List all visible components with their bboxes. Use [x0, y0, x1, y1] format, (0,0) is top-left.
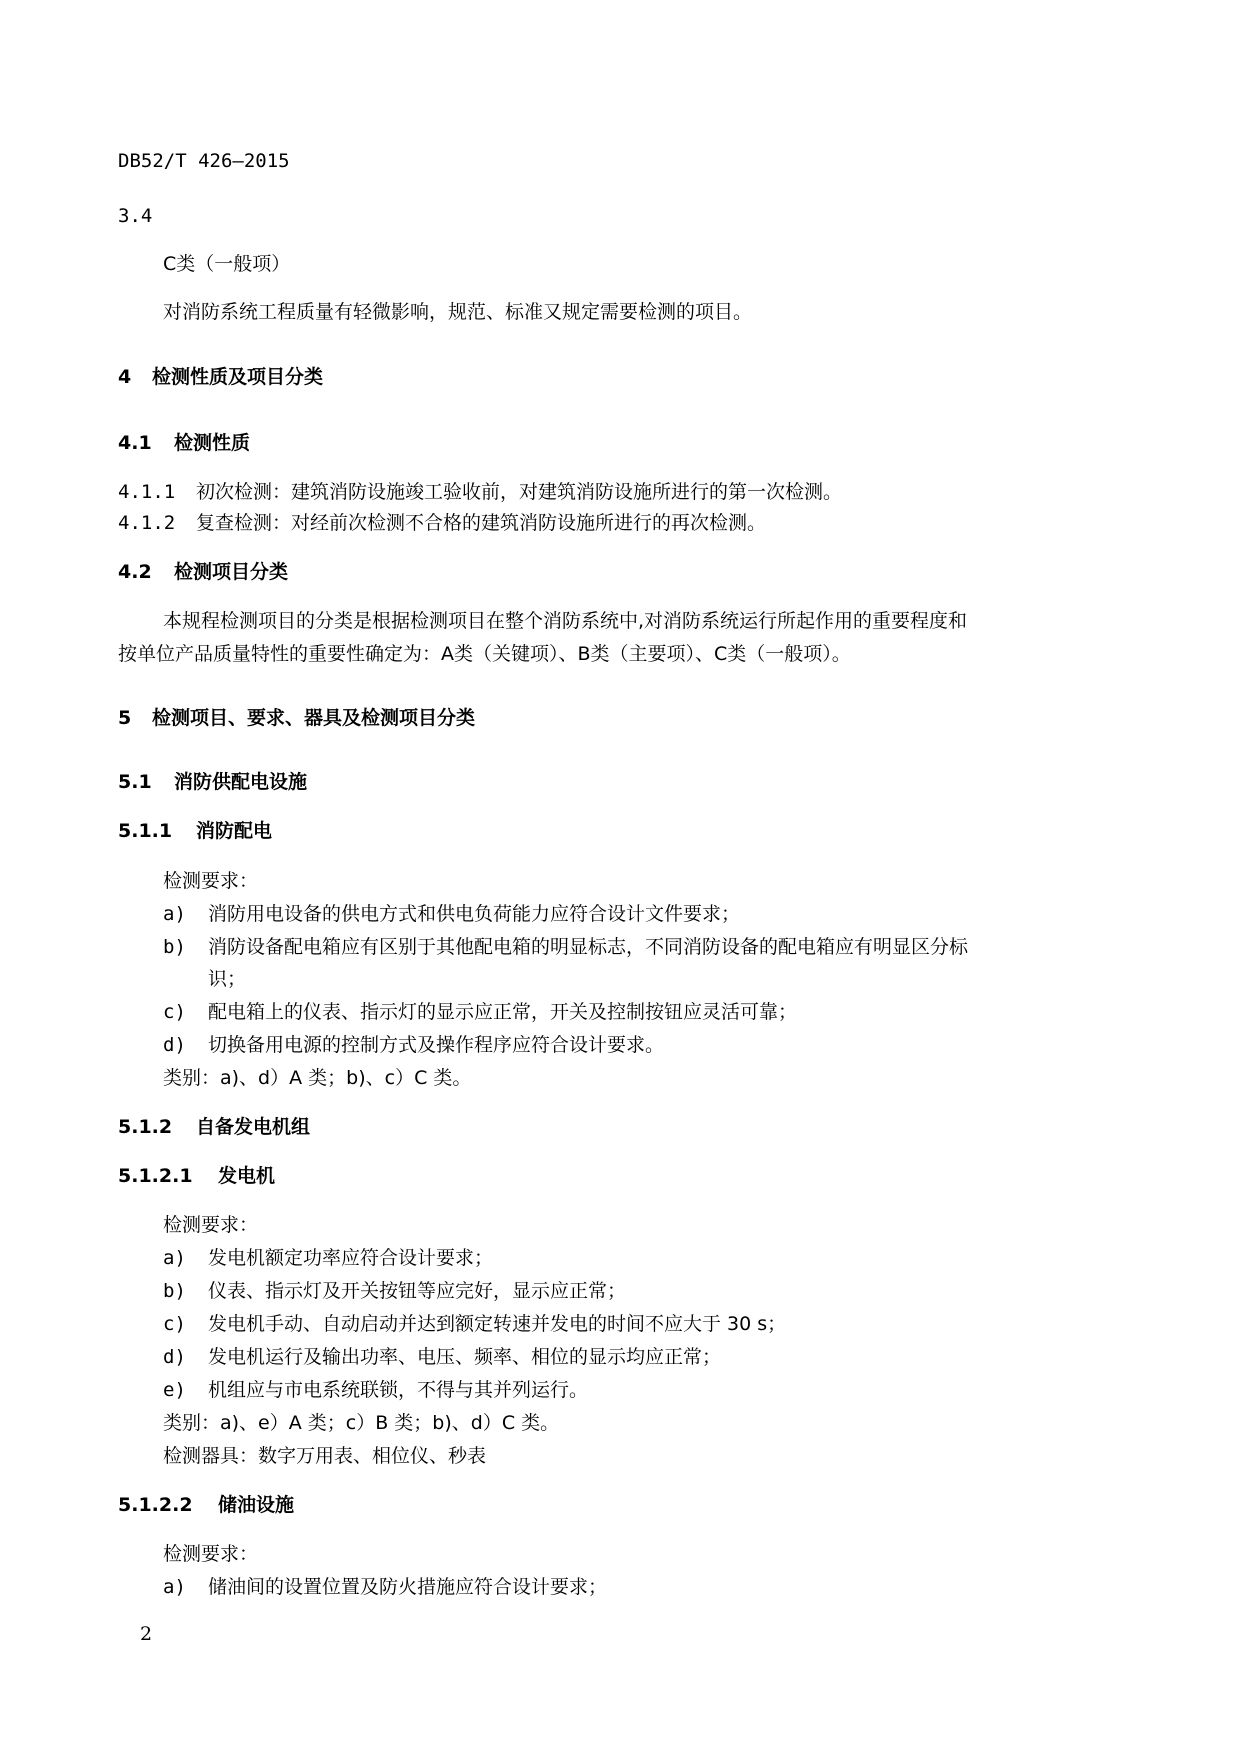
section-number: 4.1: [118, 432, 152, 454]
list-item-label: a): [163, 1247, 186, 1269]
list-item-label: c): [163, 1001, 186, 1023]
section-title: 消防供配电设施: [174, 771, 308, 793]
section-title: 检测性质: [174, 432, 251, 454]
category-line: 类别：a)、e）A 类；c）B 类；b)、d）C 类。: [163, 1412, 560, 1434]
section-number: 4.2: [118, 561, 152, 583]
list-item-text: 发电机额定功率应符合设计要求；: [208, 1247, 494, 1269]
list-item-label: a): [163, 903, 186, 925]
category-line: 类别：a)、d）A 类；b)、c）C 类。: [163, 1067, 472, 1089]
term-number: 3.4: [118, 205, 153, 227]
list-item-text: 配电箱上的仪表、指示灯的显示应正常，开关及控制按钮应灵活可靠；: [208, 1001, 798, 1023]
list-item-text: 消防设备配电箱应有区别于其他配电箱的明显标志，不同消防设备的配电箱应有明显区分标: [208, 936, 969, 958]
section-number: 5.1.2: [118, 1116, 173, 1138]
clause-text: 复查检测：对经前次检测不合格的建筑消防设施所进行的再次检测。: [196, 512, 767, 534]
paragraph-line: 按单位产品质量特性的重要性确定为：A类（关键项）、B类（主要项）、C类（一般项）。: [118, 643, 851, 665]
list-item-label: e): [163, 1379, 186, 1401]
list-item-label: d): [163, 1346, 186, 1368]
section-number: 5.1.2.1: [118, 1165, 193, 1187]
list-item-label: c): [163, 1313, 186, 1335]
requirements-label: 检测要求：: [163, 1214, 259, 1236]
section-title: 自备发电机组: [196, 1116, 311, 1138]
standard-code: DB52/T 426—2015: [118, 150, 290, 172]
paragraph-line: 本规程检测项目的分类是根据检测项目在整个消防系统中,对消防系统运行所起作用的重要程度和: [163, 610, 968, 632]
instruments-line: 检测器具：数字万用表、相位仪、秒表: [163, 1445, 487, 1467]
clause-number: 4.1.1: [118, 481, 176, 503]
section-title: 消防配电: [196, 820, 273, 842]
section-number: 4: [118, 366, 132, 388]
list-item-text: 储油间的设置位置及防火措施应符合设计要求；: [208, 1576, 608, 1598]
list-item-text: 机组应与市电系统联锁，不得与其并列运行。: [208, 1379, 589, 1401]
list-item-continuation: 识；: [208, 968, 247, 990]
list-item-text: 切换备用电源的控制方式及操作程序应符合设计要求。: [208, 1034, 665, 1056]
section-title: 发电机: [218, 1165, 276, 1187]
list-item-label: d): [163, 1034, 186, 1056]
clause-number: 4.1.2: [118, 512, 176, 534]
section-title: 储油设施: [218, 1494, 295, 1516]
list-item-label: b): [163, 936, 186, 958]
list-item-label: b): [163, 1280, 186, 1302]
section-title: 检测性质及项目分类: [152, 366, 324, 388]
clause-text: 初次检测：建筑消防设施竣工验收前，对建筑消防设施所进行的第一次检测。: [196, 481, 843, 503]
section-title: 检测项目分类: [174, 561, 289, 583]
page-number: 2: [140, 1623, 153, 1645]
list-item-text: 发电机运行及输出功率、电压、频率、相位的显示均应正常；: [208, 1346, 722, 1368]
section-title: 检测项目、要求、器具及检测项目分类: [152, 707, 476, 729]
requirements-label: 检测要求：: [163, 1543, 259, 1565]
section-number: 5: [118, 707, 132, 729]
term-title: C类（一般项）: [163, 253, 291, 275]
list-item-text: 发电机手动、自动启动并达到额定转速并发电的时间不应大于 30 s；: [208, 1313, 787, 1335]
list-item-text: 仪表、指示灯及开关按钮等应完好，显示应正常；: [208, 1280, 627, 1302]
section-number: 5.1.1: [118, 820, 173, 842]
section-number: 5.1: [118, 771, 152, 793]
term-definition: 对消防系统工程质量有轻微影响，规范、标准又规定需要检测的项目。: [163, 301, 753, 323]
section-number: 5.1.2.2: [118, 1494, 193, 1516]
list-item-label: a): [163, 1576, 186, 1598]
list-item-text: 消防用电设备的供电方式和供电负荷能力应符合设计文件要求；: [208, 903, 741, 925]
requirements-label: 检测要求：: [163, 870, 259, 892]
